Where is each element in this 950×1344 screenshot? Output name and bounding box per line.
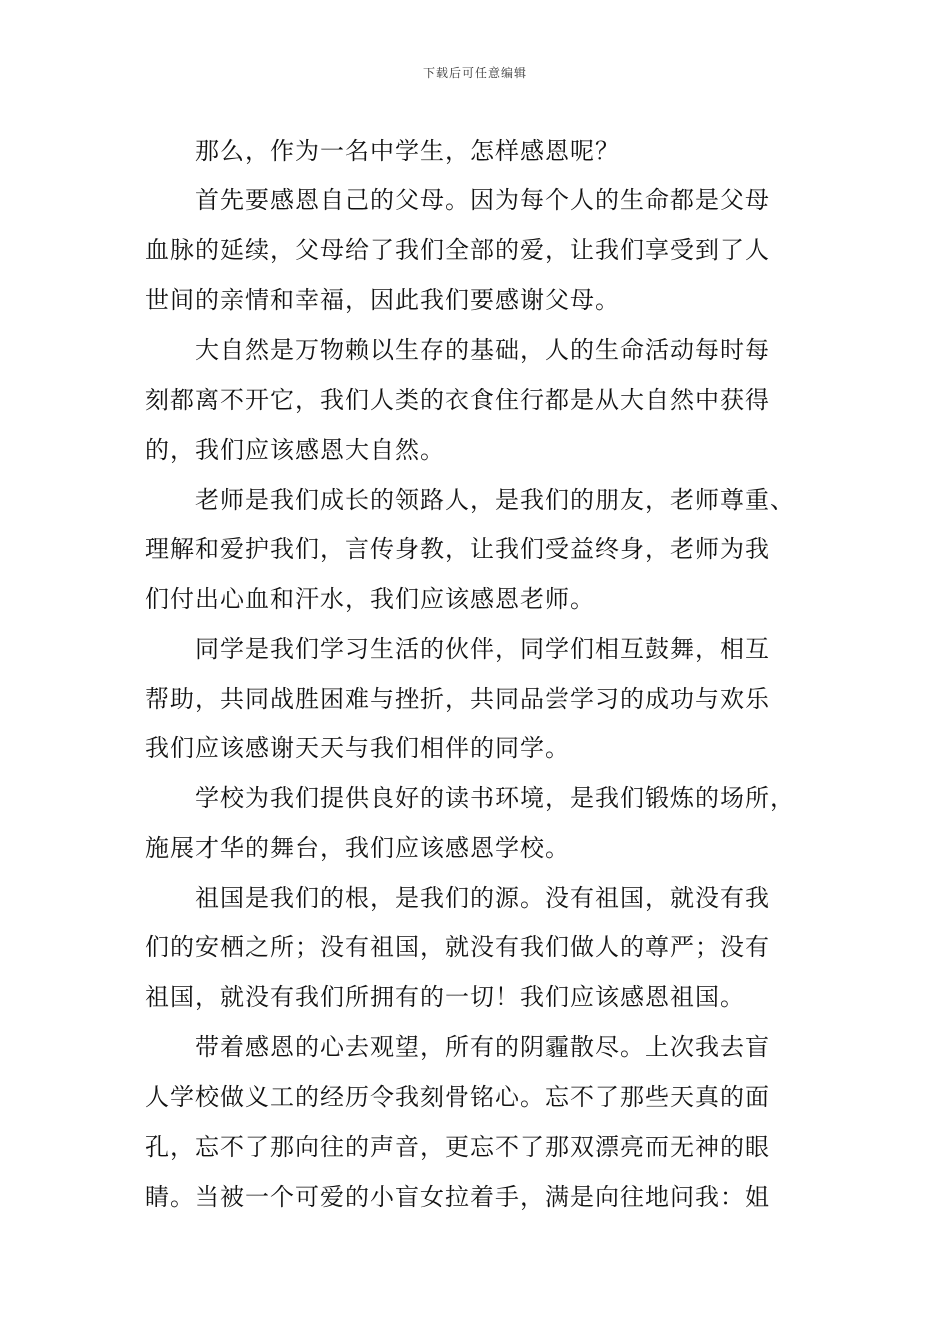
paragraph-line: 那么，作为一名中学生，怎样感恩呢？ <box>195 137 620 165</box>
paragraph-line: 们的安栖之所；没有祖国，就没有我们做人的尊严；没有 <box>145 933 770 961</box>
paragraph-line: 的，我们应该感恩大自然。 <box>145 436 445 464</box>
paragraph-line: 老师是我们成长的领路人，是我们的朋友，老师尊重、 <box>195 486 795 514</box>
paragraph-line: 帮助，共同战胜困难与挫折，共同品尝学习的成功与欢乐 <box>145 685 770 713</box>
paragraph-line: 刻都离不开它，我们人类的衣食住行都是从大自然中获得 <box>145 386 770 414</box>
paragraph-line: 们付出心血和汗水，我们应该感恩老师。 <box>145 585 595 613</box>
paragraph-line: 大自然是万物赖以生存的基础，人的生命活动每时每 <box>195 336 770 364</box>
paragraph-line: 人学校做义工的经历令我刻骨铭心。忘不了那些天真的面 <box>145 1083 770 1111</box>
paragraph-line: 世间的亲情和幸福，因此我们要感谢父母。 <box>145 286 620 314</box>
paragraph-line: 祖国，就没有我们所拥有的一切！我们应该感恩祖国。 <box>145 983 745 1011</box>
paragraph-line: 带着感恩的心去观望，所有的阴霾散尽。上次我去盲 <box>195 1033 770 1061</box>
header-note: 下载后可任意编辑 <box>422 66 527 80</box>
paragraph-line: 学校为我们提供良好的读书环境，是我们锻炼的场所， <box>195 784 795 812</box>
paragraph-line: 同学是我们学习生活的伙伴，同学们相互鼓舞，相互 <box>195 635 770 663</box>
paragraph-line: 首先要感恩自己的父母。因为每个人的生命都是父母 <box>195 186 770 214</box>
paragraph-line: 血脉的延续，父母给了我们全部的爱，让我们享受到了人 <box>145 236 770 264</box>
paragraph-line: 祖国是我们的根，是我们的源。没有祖国，就没有我 <box>195 884 770 912</box>
paragraph-line: 我们应该感谢天天与我们相伴的同学。 <box>145 734 570 762</box>
paragraph-line: 睛。当被一个可爱的小盲女拉着手，满是向往地问我：姐 <box>145 1183 770 1211</box>
paragraph-line: 施展才华的舞台，我们应该感恩学校。 <box>145 834 570 862</box>
paragraph-line: 孔，忘不了那向往的声音，更忘不了那双漂亮而无神的眼 <box>145 1133 770 1161</box>
paragraph-line: 理解和爱护我们，言传身教，让我们受益终身，老师为我 <box>145 535 770 563</box>
